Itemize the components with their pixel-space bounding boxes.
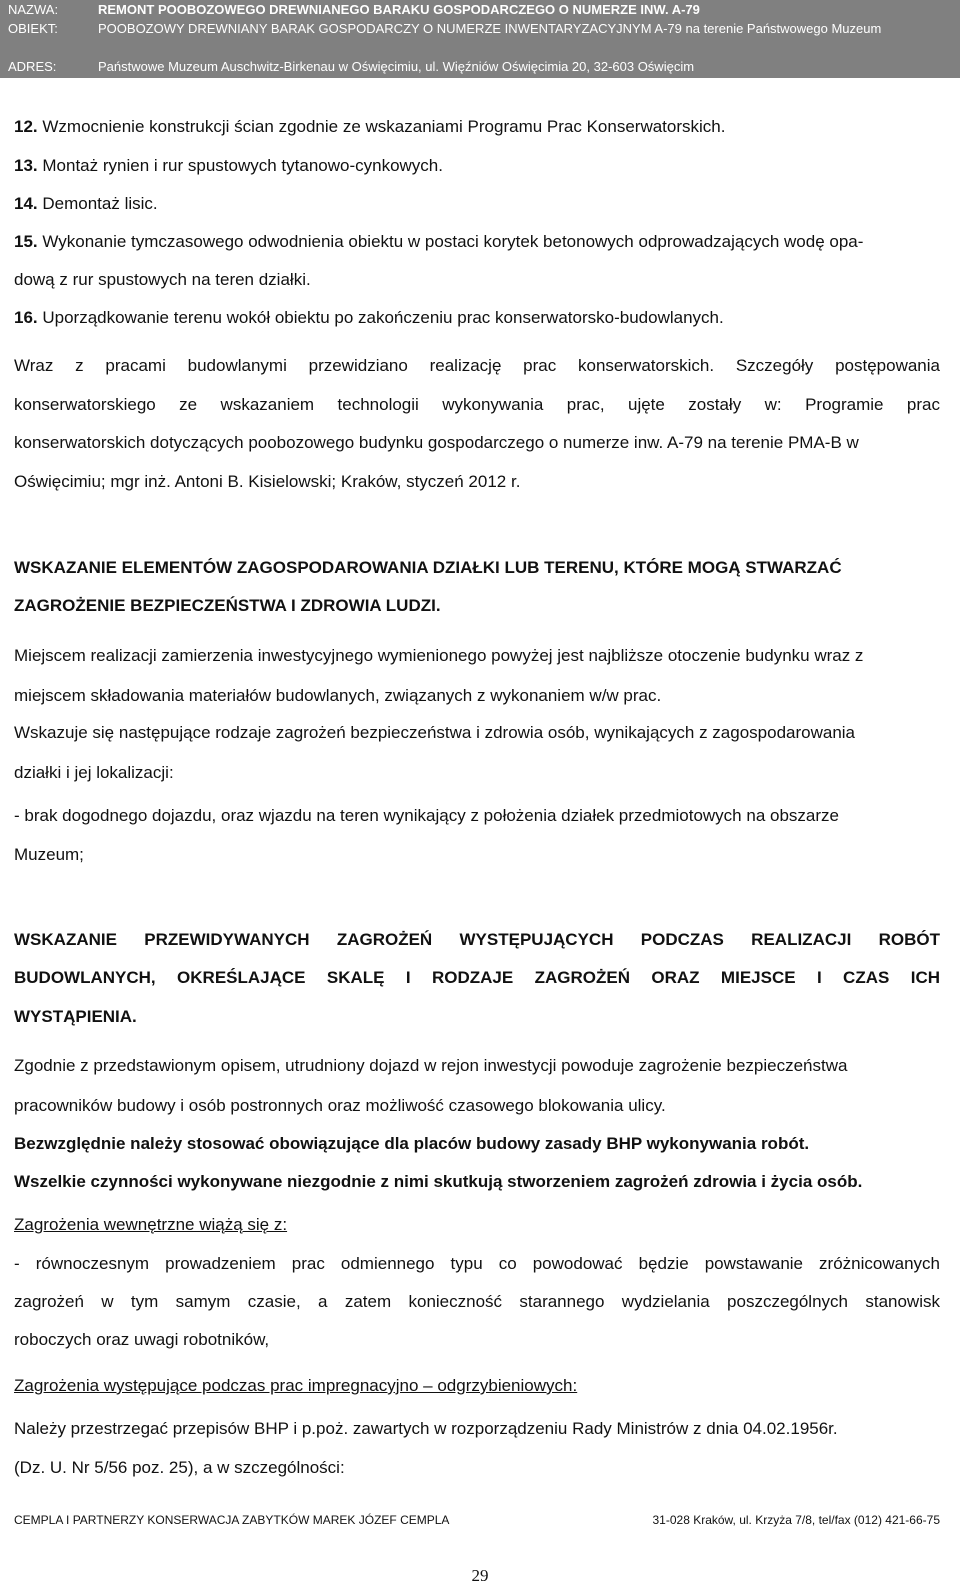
page-number: 29 (471, 1566, 489, 1585)
paragraph-line: konserwatorskich dotyczących poobozowego budynku gospodarczego o numerze inw. A-79 na terenie PMA-B w (14, 433, 859, 452)
list-text: Demontaż lisic. (42, 194, 158, 213)
list-item-16 (14, 308, 940, 328)
list-item-14 (14, 194, 940, 214)
paragraph-line: pracowników budowy i osób postronnych oraz możliwość czasowego blokowania ulicy. (14, 1096, 666, 1115)
paragraph-line: roboczych oraz uwagi robotników, (14, 1330, 270, 1349)
paragraph-line: Oświęcimiu; mgr inż. Antoni B. Kisielowski; Kraków, styczeń 2012 r. (14, 472, 521, 491)
paragraph-line: Muzeum; (14, 845, 84, 864)
section-heading: WSKAZANIE PRZEWIDYWANYCH ZAGROŻEŃ WYSTĘPUJĄCYCH PODCZAS REALIZACJI ROBÓT (14, 930, 940, 949)
bold-paragraph-line: Bezwzględnie należy stosować obowiązujące dla placów budowy zasady BHP wykonywania robót. (14, 1134, 810, 1153)
adres-value: Państwowe Muzeum Auschwitz-Birkenau w Oświęcimiu, ul. Więźniów Oświęcimia 20, 32-603 Oświęcim (98, 59, 695, 74)
list-number: 14. (14, 194, 38, 213)
nazwa-label: NAZWA: (8, 2, 59, 17)
list-item-15-continuation: dową z rur spustowych na teren działki. (14, 270, 311, 289)
list-number: 16. (14, 308, 38, 327)
list-item-12 (14, 117, 940, 137)
paragraph-line: miejscem składowania materiałów budowlanych, związanych z wykonaniem w/w prac. (14, 686, 662, 705)
section-heading: WSKAZANIE ELEMENTÓW ZAGOSPODAROWANIA DZIAŁKI LUB TERENU, KTÓRE MOGĄ STWARZAĆ (14, 558, 842, 577)
paragraph-line: Zgodnie z przedstawionym opisem, utrudniony dojazd w rejon inwestycji powoduje zagrożenie bezpieczeństwa (14, 1056, 848, 1075)
adres-label: ADRES: (8, 59, 57, 74)
paragraph-line: (Dz. U. Nr 5/56 poz. 25), a w szczególności: (14, 1458, 345, 1477)
paragraph-line: - brak dogodnego dojazdu, oraz wjazdu na teren wynikający z położenia działek przedmiotowych na obszarze (14, 806, 839, 825)
list-text: Wzmocnienie konstrukcji ścian zgodnie ze wskazaniami Programu Prac Konserwatorskich. (42, 117, 726, 136)
list-text: Wykonanie tymczasowego odwodnienia obiektu w postaci korytek betonowych odprowadzających wodę opa- (42, 232, 864, 251)
footer-company: CEMPLA I PARTNERZY KONSERWACJA ZABYTKÓW MAREK JÓZEF CEMPLA (14, 1513, 450, 1527)
obiekt-value-line1: POOBOZOWY DREWNIANY BARAK GOSPODARCZY O NUMERZE INWENTARYZACYJNYM A-79 na terenie Państwowego Muzeum (98, 21, 882, 36)
list-number: 12. (14, 117, 38, 136)
paragraph-line: zagrożeń w tym samym czasie, a zatem konieczność starannego wydzielania poszczególnych stanowisk (14, 1292, 940, 1311)
list-number: 15. (14, 232, 38, 251)
header-row-adres (8, 57, 948, 76)
section-heading: WYSTĄPIENIA. (14, 1007, 137, 1026)
paragraph-line: - równoczesnym prowadzeniem prac odmiennego typu co powodować będzie powstawanie zróżnicowanych (14, 1254, 940, 1273)
list-text: Uporządkowanie terenu wokół obiektu po zakończeniu prac konserwatorsko-budowlanych. (42, 308, 724, 327)
section-heading: ZAGROŻENIE BEZPIECZEŃSTWA I ZDROWIA LUDZI. (14, 596, 441, 615)
paragraph-line: Należy przestrzegać przepisów BHP i p.poż. zawartych w rozporządzeniu Rady Ministrów z dnia 04.02.1956r. (14, 1419, 838, 1438)
list-number: 13. (14, 156, 38, 175)
document-footer (14, 1513, 940, 1527)
list-item-13 (14, 156, 940, 176)
nazwa-value: REMONT POOBOZOWEGO DREWNIANEGO BARAKU GOSPODARCZEGO O NUMERZE INW. A-79 (98, 2, 700, 17)
bold-paragraph-line: Wszelkie czynności wykonywane niezgodnie z nimi skutkują stworzeniem zagrożeń zdrowia i życia osób. (14, 1172, 863, 1191)
paragraph-line: konserwatorskiego ze wskazaniem technologii wykonywania prac, ujęte zostały w: Programie prac (14, 395, 940, 414)
paragraph-line: Miejscem realizacji zamierzenia inwestycyjnego wymienionego powyżej jest najbliższe otoczenie budynku wraz z (14, 646, 864, 665)
obiekt-label: OBIEKT: (8, 21, 58, 36)
subheading-underlined: Zagrożenia wewnętrzne wiążą się z: (14, 1215, 288, 1234)
header-row-nazwa (8, 0, 948, 19)
subheading-underlined: Zagrożenia występujące podczas prac impregnacyjno – odgrzybieniowych: (14, 1376, 578, 1395)
document-header (0, 0, 960, 78)
list-text: Montaż rynien i rur spustowych tytanowo-cynkowych. (42, 156, 443, 175)
section-heading: BUDOWLANYCH, OKREŚLAJĄCE SKALĘ I RODZAJE ZAGROŻEŃ ORAZ MIEJSCE I CZAS ICH (14, 968, 940, 987)
paragraph-line: Wraz z pracami budowlanymi przewidziano realizację prac konserwatorskich. Szczegóły postępowania (14, 356, 940, 375)
header-row-obiekt (8, 19, 948, 38)
paragraph-line: Wskazuje się następujące rodzaje zagrożeń bezpieczeństwa i zdrowia osób, wynikających z zagospodarowania (14, 723, 856, 742)
paragraph-line: działki i jej lokalizacji: (14, 763, 174, 782)
footer-address: 31-028 Kraków, ul. Krzyża 7/8, tel/fax (012) 421-66-75 (652, 1513, 940, 1527)
list-item-15 (14, 232, 940, 252)
